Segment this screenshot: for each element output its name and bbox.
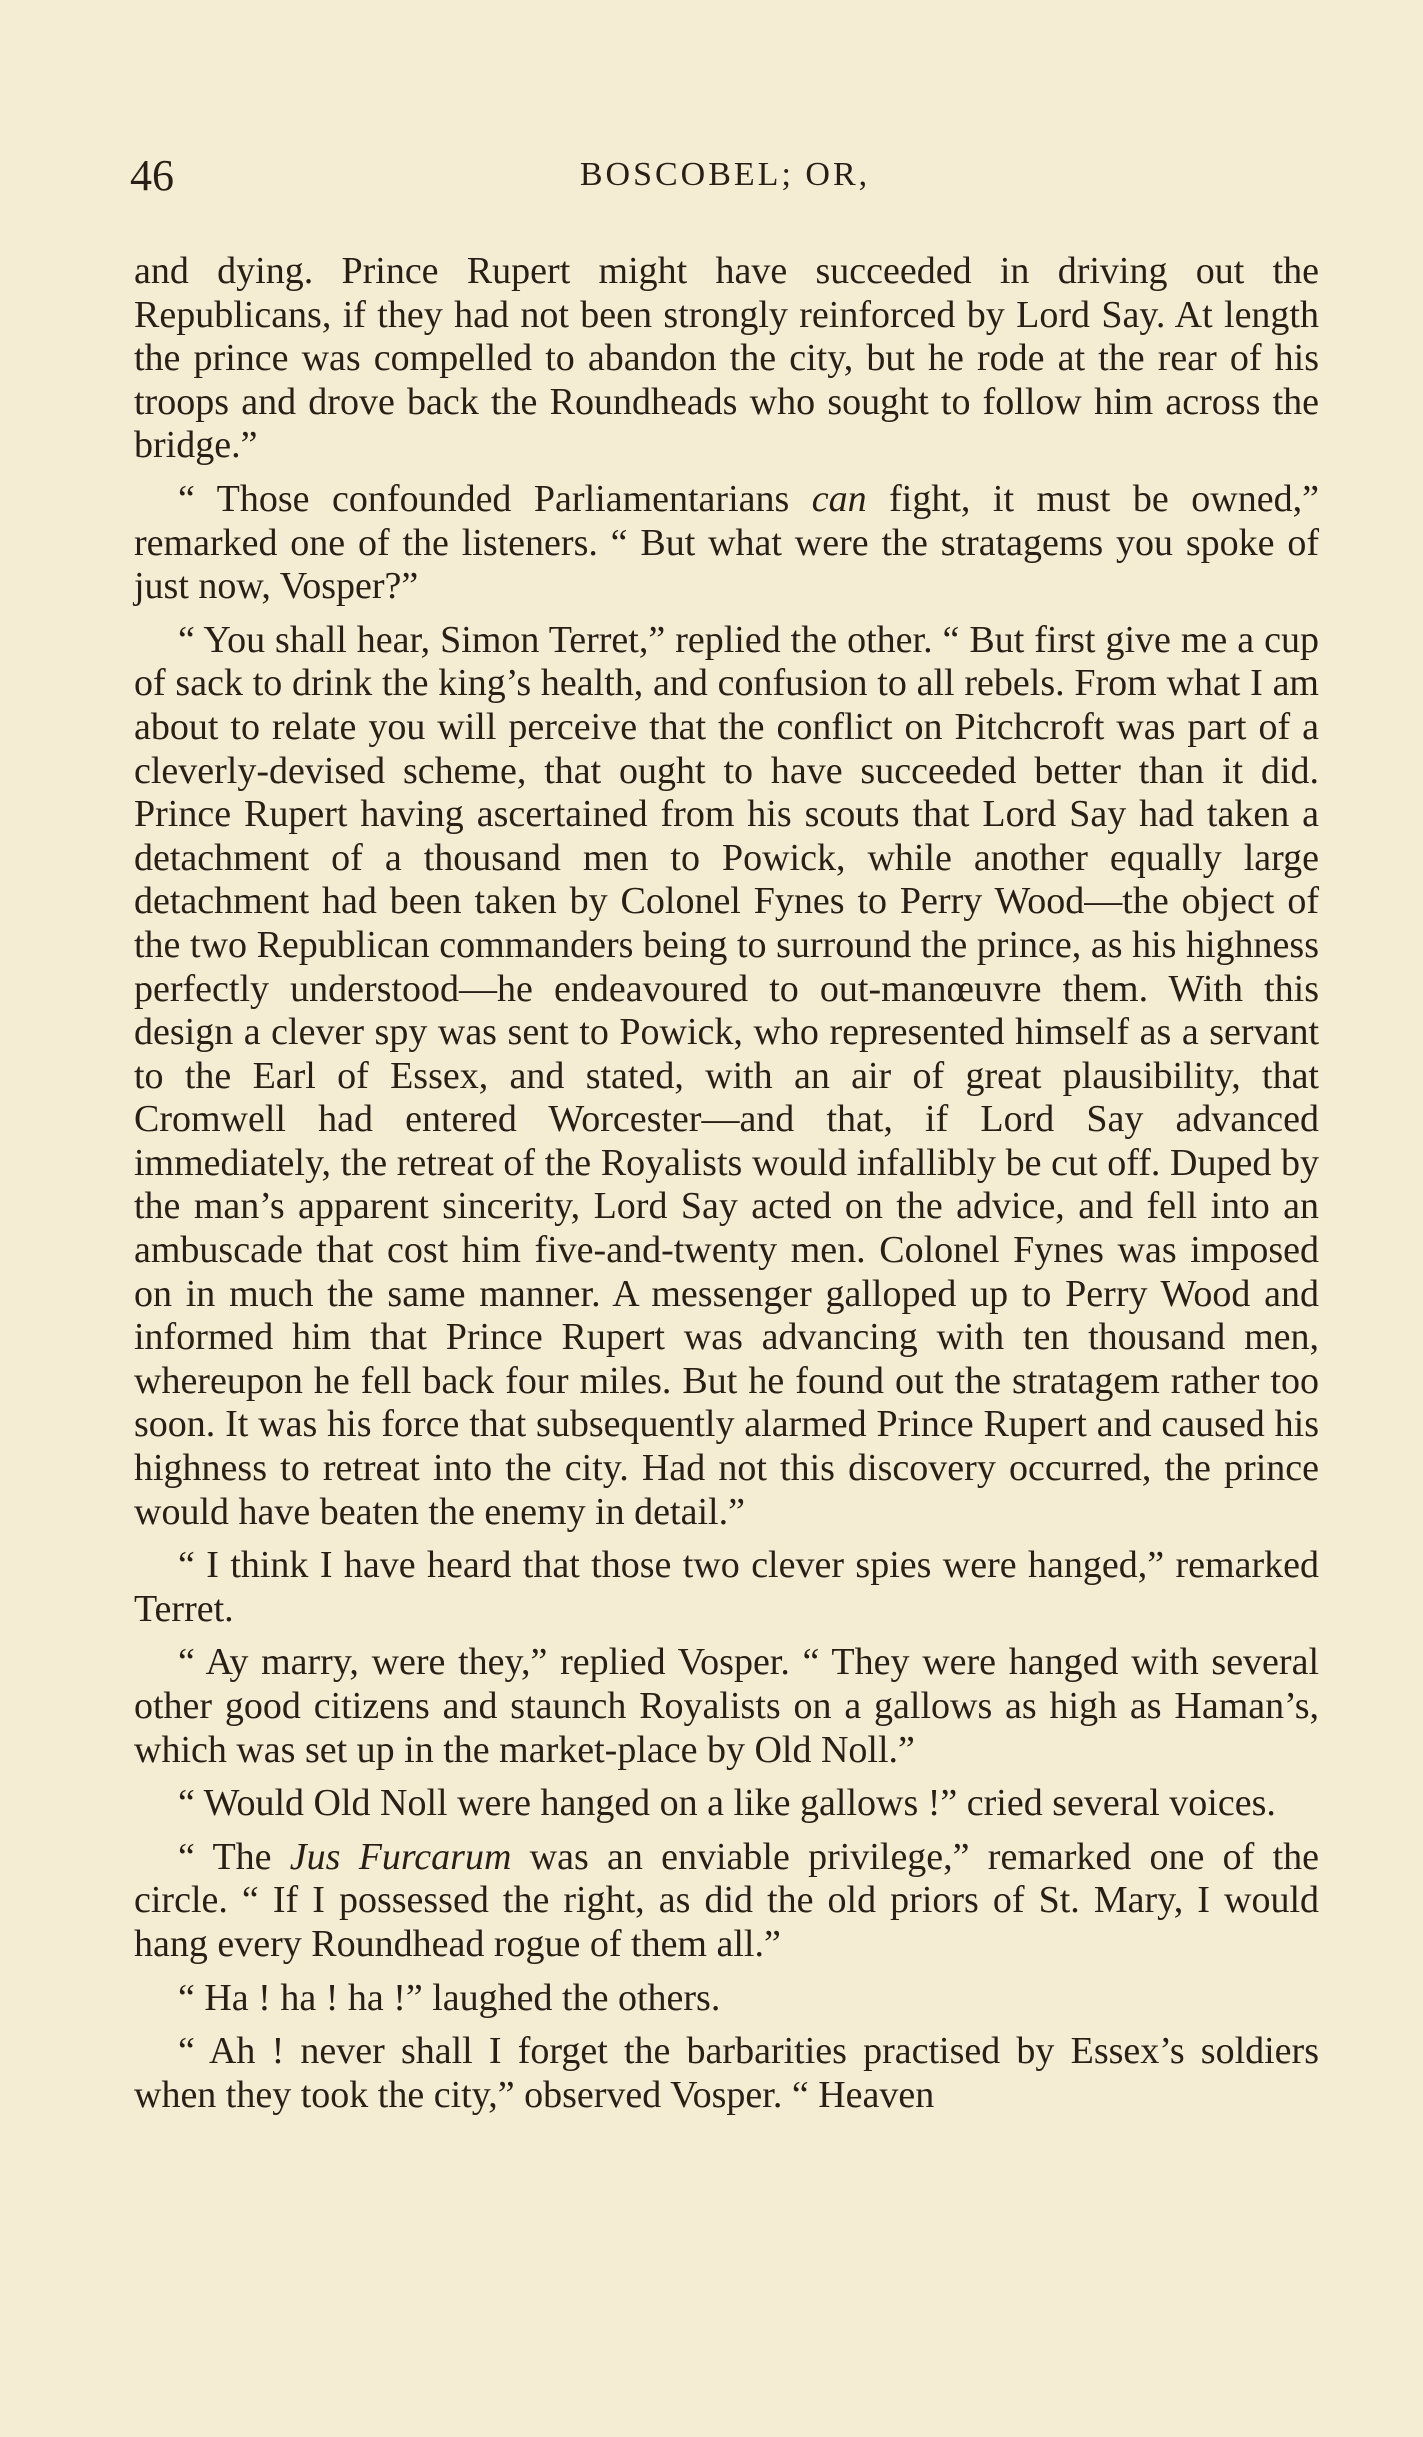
paragraph: “ Those confounded Parliamentarians can fight, it must be owned,” remarked one of the listeners. “ But what were the stratagems you spoke of just now, Vosper?” [134,477,1319,608]
page-body [134,250,1319,2127]
running-head: BOSCOBEL; OR, [579,156,871,193]
page-number: 46 [130,151,174,200]
paragraph: “ Would Old Noll were hanged on a like gallows !” cried several voices. [178,1782,1276,1825]
emphasis: can [811,477,867,520]
paragraph: “ Ah ! never shall I forget the barbarities practised by Essex’s soldiers when they took the city,” observed Vosper. “ Heaven [134,2030,1319,2116]
paragraph: “ Ha ! ha ! ha !” laughed the others. [178,1976,721,2019]
paragraph: “ I think I have heard that those two clever spies were hanged,” remarked Terret. [134,1544,1319,1630]
paragraph: “ The Jus Furcarum was an enviable privilege,” remarked one of the circle. “ If I possessed the right, as did the old priors of St. Mary, I would hang every Roundhead rogue of them all.” [134,1835,1319,1965]
paragraph: “ You shall hear, Simon Terret,” replied the other. “ But first give me a cup of sack to drink the king’s health, and confusion to all rebels. From what I am about to relate you will perceive that the conflict on Pitchcroft was part of a cleverly-devised scheme, that ought to have succeeded better than it did. Prince Rupert having ascertained from his scouts that Lord Say had taken a detachment of a thousand men to Powick, while another equally large detachment had been taken by Colonel Fynes to Perry Wood—the object of the two Republican commanders being to surround the prince, as his highness perfectly understood—he endeavoured to out-manœuvre them. With this design a clever spy was sent to Powick, who represented himself as a servant to the Earl of Essex, and stated, with an air of great plausibility, that Cromwell had entered Worcester—and that, if Lord Say advanced immediately, the retreat of the Royalists would infallibly be cut off. Duped by the man’s apparent sincerity, Lord Say acted on the advice, and fell into an ambuscade that cost him five-and-twenty men. Colonel Fynes was imposed on in much the same manner. A messenger galloped up to Perry Wood and informed him that Prince Rupert was advancing with ten thousand men, whereupon he fell back four miles. But he found out the stratagem rather too soon. It was his force that subsequently alarmed Prince Rupert and caused his highness to retreat into the city. Had not this discovery occurred, the prince would have beaten the enemy in detail.” [134,618,1319,1533]
page-header [130,150,1320,210]
paragraph: “ Ay marry, were they,” replied Vosper. “ They were hanged with several other good citizens and staunch Royalists on a gallows as high as Haman’s, which was set up in the market-place by Old Noll.” [134,1641,1319,1771]
emphasis: Jus Furcarum [289,1835,512,1878]
paragraph: and dying. Prince Rupert might have succeeded in driving out the Republicans, if they had not been strongly reinforced by Lord Say. At length the prince was compelled to abandon the city, but he rode at the rear of his troops and drove back the Roundheads who sought to follow him across the bridge.” [134,250,1319,467]
